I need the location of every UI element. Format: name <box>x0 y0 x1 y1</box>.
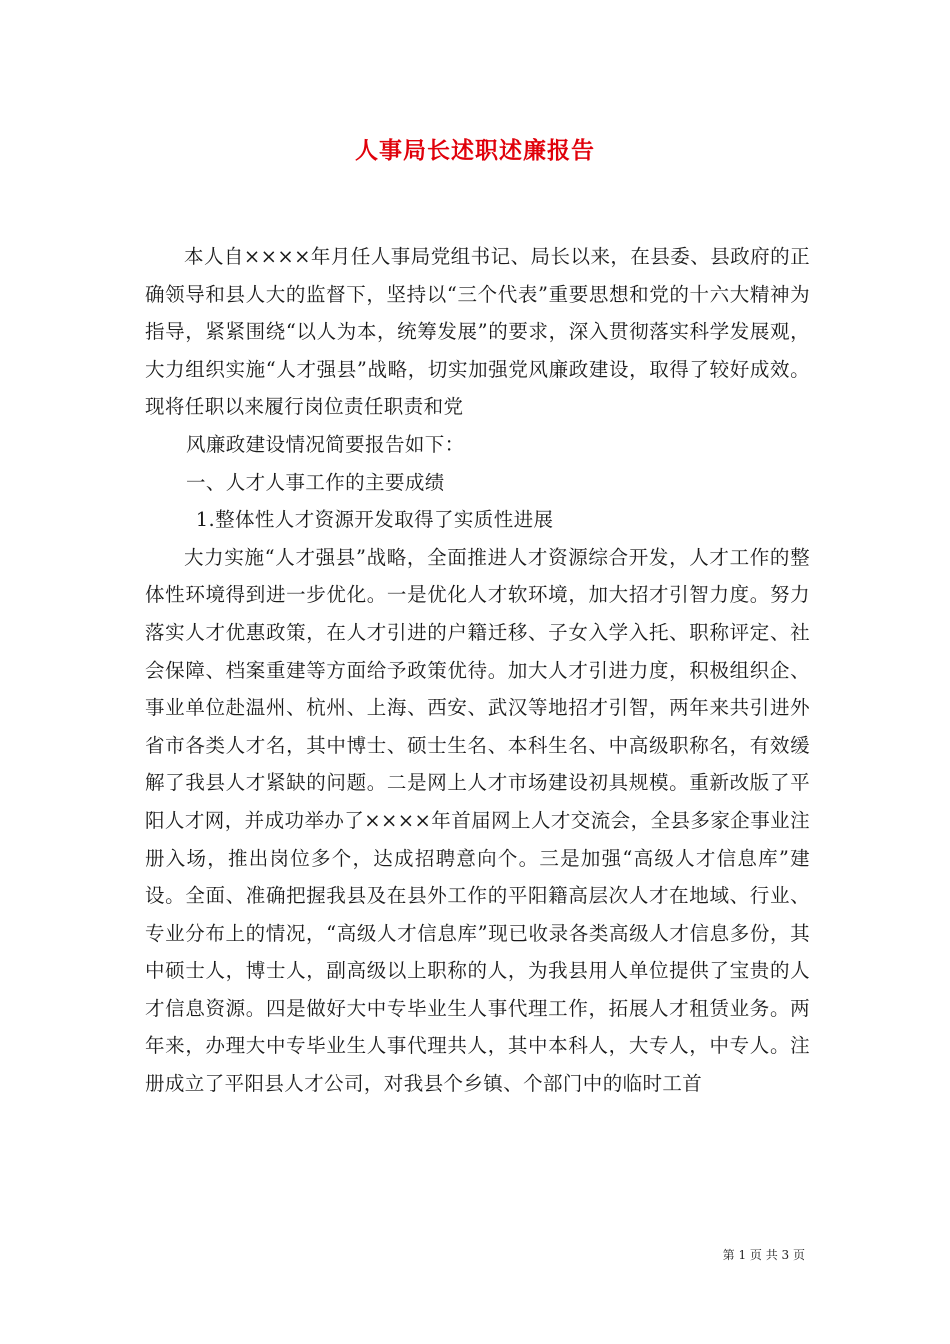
section-heading: 一、人才人事工作的主要成绩 <box>185 470 445 494</box>
page-number-footer: 第 1 页 共 3 页 <box>722 1248 805 1262</box>
document-body <box>145 238 810 1103</box>
subsection-heading: 1.整体性人才资源开发取得了实质性进展 <box>195 508 554 532</box>
paragraph-intro-continued: 风廉政建设情况简要报告如下： <box>185 432 465 456</box>
paragraph-intro: 本人自××××年月任人事局党组书记、局长以来，在县委、县政府的正确领导和县人大的监督下，坚持以“三个代表”重要思想和党的十六大精神为指导，紧紧围绕“以人为本，统筹发展”的要求，深入贯彻落实科学发展观，大力组织实施“人才强县”战略，切实加强党风廉政建设，取得了较好成效。现将任职以来履行岗位责任职责和党 <box>145 245 810 419</box>
document-title: 人事局长述职述廉报告 <box>355 137 595 164</box>
paragraph-body: 大力实施“人才强县”战略，全面推进人才资源综合开发，人才工作的整体性环境得到进一步优化。一是优化人才软环境，加大招才引智力度。努力落实人才优惠政策，在人才引进的户籍迁移、子女入学入托、职称评定、社会保障、档案重建等方面给予政策优待。加大人才引进力度，积极组织企、事业单位赴温州、杭州、上海、西安、武汉等地招才引智，两年来共引进外省市各类人才名，其中博士、硕士生名、本科生名、中高级职称名，有效缓解了我县人才紧缺的问题。二是网上人才市场建设初具规模。重新改版了平阳人才网，并成功举办了××××年首届网上人才交流会，全县多家企事业注册入场，推出岗位多个，达成招聘意向个。三是加强“高级人才信息库”建设。全面、准确把握我县及在县外工作的平阳籍高层次人才在地域、行业、专业分布上的情况，“高级人才信息库”现已收录各类高级人才信息多份，其中硕士人，博士人，副高级以上职称的人，为我县用人单位提供了宝贵的人才信息资源。四是做好大中专毕业生人事代理工作，拓展人才租赁业务。两年来，办理大中专毕业生人事代理共人，其中本科人，大专人，中专人。注册成立了平阳县人才公司，对我县个乡镇、个部门中的临时工首 <box>145 545 810 1096</box>
